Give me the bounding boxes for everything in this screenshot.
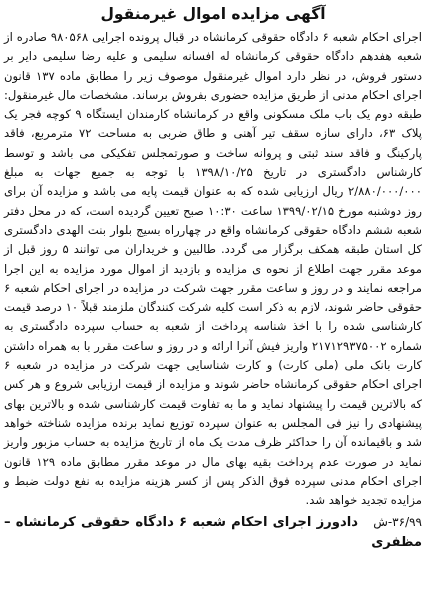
notice-title: آگهی مزایده اموال غیرمنقول — [100, 5, 326, 23]
legal-notice — [4, 4, 422, 581]
notice-body: اجرای احکام شعبه ۶ دادگاه حقوقی کرمانشاه در قبال پرونده اجرایی ۹۸۰۵۶۸ صادره از شعبه هفدهم دادگاه حقوقی کرمانشاه له افسانه سلیمی و علیه رضا سلیمی دایر بر دستور فروش، در نظر دارد اموال غیرمنقول موصوف زیر را مطابق ماده ۱۳۷ قانون اجرای احکام مدنی از طریق مزایده حضوری بفروش برساند. مشخصات مال غیرمنقول: طبقه دوم یک باب ملک مسکونی واقع در کرمانشاه کارمندان ایستگاه ۹ کوچه فجر یک پلاک ۶۳، دارای سازه سقف تیر آهنی و طاق ضربی به مساحت ۷۲ مترمربع، فاقد پارکینگ و فاقد سند ثبتی و پروانه ساخت و صورتمجلس تفکیکی می باشد و توسط کارشناس دادگستری در تاریخ ۱۳۹۸/۱۰/۲۵ با توجه به جمیع جهات به مبلغ ۲/۸۸۰/۰۰۰/۰۰۰ ریال ارزیابی شده که به عنوان قیمت پایه می باشد و مزایده آن برای روز دوشنبه مورخ ۱۳۹۹/۰۲/۱۵ ساعت ۱۰:۳۰ صبح تعیین گردیده است، که در محل دفتر شعبه ششم دادگاه حقوقی کرمانشاه واقع در چهارراه بسیج بلوار بنت الهدی دادگستری کل استان طبقه همکف برگزار می گردد. طالبین و خریداران می توانند ۵ روز قبل از موعد مقرر جهت اطلاع از نحوه ی مزایده و بازدید از اموال مورد مزایده به این اجرا مراجعه نمایند و در روز و ساعت مقرر جهت شرکت در مزایده در اجرای احکام شعبه ۶ حقوقی حاضر شوند، لازم به ذکر است کلیه شرکت کنندگان ملزمند قبلاً ۱۰ درصد قیمت کارشناسی شده را با اخذ شناسه پرداخت از شعبه به حساب سپرده دادگستری به شماره ۲۱۷۱۲۹۳۷۵۰۰۲ واریز فیش آنرا ارائه و در روز و ساعت مقرر با به همراه داشتن کارت بانک ملی (ملی کارت) و کارت شناسایی جهت شرکت در مزایده در شعبه ۶ اجرای احکام حقوقی کرمانشاه حاضر شوند و مزایده از قیمت ارزیابی شروع و هر کس که بالاترین قیمت را پیشنهاد نماید و ما به تفاوت قیمت کارشناسی شده و بالاترین بهای پیشنهادی را نیز فی المجلس به عنوان سپرده توزیع نماید برنده مزایده شناخته خواهد شد و باقیمانده آن را حداکثر ظرف مدت یک ماه از تاریخ مزایده به حساب مزبور واریز نماید در صورت عدم پرداخت بقیه بهای مال در موعد مقرر مطابق ماده ۱۲۹ قانون اجرای احکام مدنی سپرده فوق الذکر پس از کسر هزینه مزایده به نفع دولت ضبط و مزایده تجدید خواهد شد. — [4, 30, 423, 508]
notice-footer — [4, 512, 422, 553]
signature: دادورز اجرای احکام شعبه ۶ دادگاه حقوقی کرمانشاه – مظفری — [4, 515, 422, 551]
reference-number: ۳۶/۹۹-ش — [373, 515, 422, 530]
